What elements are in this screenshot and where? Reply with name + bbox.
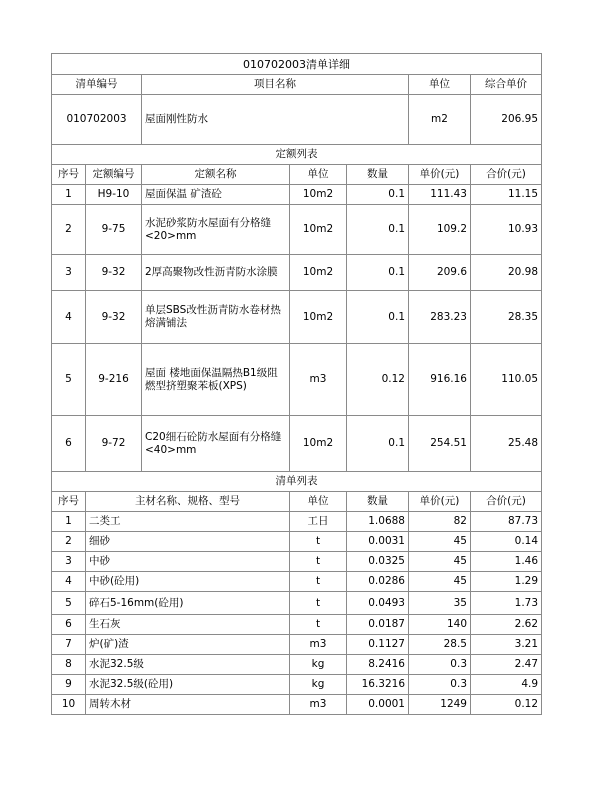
material-unit: kg xyxy=(290,675,347,695)
quota-total: 28.35 xyxy=(471,291,542,344)
quota-name: 屋面 楼地面保温隔热B1级阻燃型挤塑聚苯板(XPS) xyxy=(142,344,290,416)
table-row xyxy=(52,205,542,255)
quota-col-code: 定额编号 xyxy=(86,165,142,185)
bill-detail-table xyxy=(51,53,542,715)
table-row xyxy=(52,185,542,205)
quota-total: 20.98 xyxy=(471,255,542,291)
material-col-unit: 单位 xyxy=(290,492,347,512)
material-no: 8 xyxy=(52,655,86,675)
quota-code: 9-216 xyxy=(86,344,142,416)
material-no: 2 xyxy=(52,532,86,552)
quota-no: 3 xyxy=(52,255,86,291)
quota-total: 10.93 xyxy=(471,205,542,255)
material-unit: t xyxy=(290,592,347,615)
material-section-title: 清单列表 xyxy=(52,472,542,492)
material-col-qty: 数量 xyxy=(347,492,409,512)
item-code: 010702003 xyxy=(52,95,142,145)
material-unit: t xyxy=(290,572,347,592)
quota-unit: 10m2 xyxy=(290,205,347,255)
material-price: 140 xyxy=(409,615,471,635)
quota-name: 屋面保温 矿渣砼 xyxy=(142,185,290,205)
quota-section-title: 定额列表 xyxy=(52,145,542,165)
quota-header-row xyxy=(52,165,542,185)
material-col-name: 主材名称、规格、型号 xyxy=(86,492,290,512)
material-qty: 0.0001 xyxy=(347,695,409,715)
material-qty: 8.2416 xyxy=(347,655,409,675)
table-row xyxy=(52,655,542,675)
table-title: 010702003清单详细 xyxy=(52,54,542,75)
material-no: 10 xyxy=(52,695,86,715)
material-col-total: 合价(元) xyxy=(471,492,542,512)
material-name: 中砂(砼用) xyxy=(86,572,290,592)
table-row xyxy=(52,512,542,532)
quota-no: 6 xyxy=(52,416,86,472)
quota-col-unit: 单位 xyxy=(290,165,347,185)
quota-qty: 0.1 xyxy=(347,185,409,205)
material-unit: 工日 xyxy=(290,512,347,532)
quota-no: 2 xyxy=(52,205,86,255)
material-unit: m3 xyxy=(290,635,347,655)
material-header-row xyxy=(52,492,542,512)
table-row xyxy=(52,255,542,291)
material-price: 0.3 xyxy=(409,655,471,675)
quota-unit: 10m2 xyxy=(290,185,347,205)
quota-col-total: 合价(元) xyxy=(471,165,542,185)
material-unit: kg xyxy=(290,655,347,675)
code-header: 清单编号 xyxy=(52,75,142,95)
table-row xyxy=(52,592,542,615)
quota-code: 9-72 xyxy=(86,416,142,472)
table-row xyxy=(52,344,542,416)
material-no: 1 xyxy=(52,512,86,532)
quota-unit: 10m2 xyxy=(290,255,347,291)
material-name: 二类工 xyxy=(86,512,290,532)
material-total: 4.9 xyxy=(471,675,542,695)
material-qty: 1.0688 xyxy=(347,512,409,532)
quota-qty: 0.1 xyxy=(347,291,409,344)
quota-total: 110.05 xyxy=(471,344,542,416)
quota-price: 209.6 xyxy=(409,255,471,291)
material-price: 35 xyxy=(409,592,471,615)
material-name: 碎石5-16mm(砼用) xyxy=(86,592,290,615)
quota-unit: 10m2 xyxy=(290,416,347,472)
table-row xyxy=(52,291,542,344)
material-qty: 0.0187 xyxy=(347,615,409,635)
material-col-price: 单价(元) xyxy=(409,492,471,512)
name-header: 项目名称 xyxy=(142,75,409,95)
material-no: 3 xyxy=(52,552,86,572)
quota-price: 916.16 xyxy=(409,344,471,416)
material-total: 1.73 xyxy=(471,592,542,615)
material-no: 6 xyxy=(52,615,86,635)
material-total: 0.14 xyxy=(471,532,542,552)
material-name: 周转木材 xyxy=(86,695,290,715)
material-unit: t xyxy=(290,552,347,572)
material-price: 28.5 xyxy=(409,635,471,655)
quota-col-no: 序号 xyxy=(52,165,86,185)
quota-col-price: 单价(元) xyxy=(409,165,471,185)
quota-no: 5 xyxy=(52,344,86,416)
table-row xyxy=(52,635,542,655)
material-total: 2.62 xyxy=(471,615,542,635)
material-no: 9 xyxy=(52,675,86,695)
quota-code: 9-32 xyxy=(86,291,142,344)
table-row xyxy=(52,552,542,572)
quota-unit: m3 xyxy=(290,344,347,416)
quota-qty: 0.12 xyxy=(347,344,409,416)
table-row xyxy=(52,532,542,552)
item-name: 屋面刚性防水 xyxy=(142,95,409,145)
material-name: 炉(矿)渣 xyxy=(86,635,290,655)
material-name: 水泥32.5级(砼用) xyxy=(86,675,290,695)
material-qty: 0.0325 xyxy=(347,552,409,572)
material-total: 0.12 xyxy=(471,695,542,715)
quota-qty: 0.1 xyxy=(347,416,409,472)
quota-price: 254.51 xyxy=(409,416,471,472)
material-unit: t xyxy=(290,615,347,635)
quota-total: 11.15 xyxy=(471,185,542,205)
quota-no: 1 xyxy=(52,185,86,205)
quota-qty: 0.1 xyxy=(347,255,409,291)
quota-code: 9-32 xyxy=(86,255,142,291)
quota-price: 283.23 xyxy=(409,291,471,344)
table-row xyxy=(52,615,542,635)
quota-code: H9-10 xyxy=(86,185,142,205)
material-name: 生石灰 xyxy=(86,615,290,635)
material-total: 1.46 xyxy=(471,552,542,572)
quota-col-qty: 数量 xyxy=(347,165,409,185)
quota-price: 109.2 xyxy=(409,205,471,255)
material-price: 45 xyxy=(409,552,471,572)
material-total: 2.47 xyxy=(471,655,542,675)
price-header: 综合单价 xyxy=(471,75,542,95)
quota-name: 单层SBS改性沥青防水卷材热熔满铺法 xyxy=(142,291,290,344)
quota-no: 4 xyxy=(52,291,86,344)
material-name: 水泥32.5级 xyxy=(86,655,290,675)
quota-name: C20细石砼防水屋面有分格缝<40>mm xyxy=(142,416,290,472)
material-qty: 16.3216 xyxy=(347,675,409,695)
material-price: 45 xyxy=(409,572,471,592)
quota-code: 9-75 xyxy=(86,205,142,255)
material-unit: m3 xyxy=(290,695,347,715)
table-row xyxy=(52,695,542,715)
quota-qty: 0.1 xyxy=(347,205,409,255)
item-unit: m2 xyxy=(409,95,471,145)
table-row xyxy=(52,572,542,592)
quota-col-name: 定额名称 xyxy=(142,165,290,185)
table-row xyxy=(52,675,542,695)
item-price: 206.95 xyxy=(471,95,542,145)
material-qty: 0.0286 xyxy=(347,572,409,592)
material-col-no: 序号 xyxy=(52,492,86,512)
material-price: 1249 xyxy=(409,695,471,715)
material-price: 45 xyxy=(409,532,471,552)
material-price: 0.3 xyxy=(409,675,471,695)
material-price: 82 xyxy=(409,512,471,532)
material-total: 87.73 xyxy=(471,512,542,532)
material-total: 1.29 xyxy=(471,572,542,592)
material-no: 5 xyxy=(52,592,86,615)
table-row xyxy=(52,416,542,472)
quota-unit: 10m2 xyxy=(290,291,347,344)
material-no: 7 xyxy=(52,635,86,655)
quota-price: 111.43 xyxy=(409,185,471,205)
quota-name: 水泥砂浆防水屋面有分格缝<20>mm xyxy=(142,205,290,255)
material-qty: 0.0031 xyxy=(347,532,409,552)
material-qty: 0.1127 xyxy=(347,635,409,655)
material-qty: 0.0493 xyxy=(347,592,409,615)
quota-total: 25.48 xyxy=(471,416,542,472)
unit-header: 单位 xyxy=(409,75,471,95)
material-name: 细砂 xyxy=(86,532,290,552)
material-no: 4 xyxy=(52,572,86,592)
material-unit: t xyxy=(290,532,347,552)
material-name: 中砂 xyxy=(86,552,290,572)
material-total: 3.21 xyxy=(471,635,542,655)
quota-name: 2厚高聚物改性沥青防水涂膜 xyxy=(142,255,290,291)
